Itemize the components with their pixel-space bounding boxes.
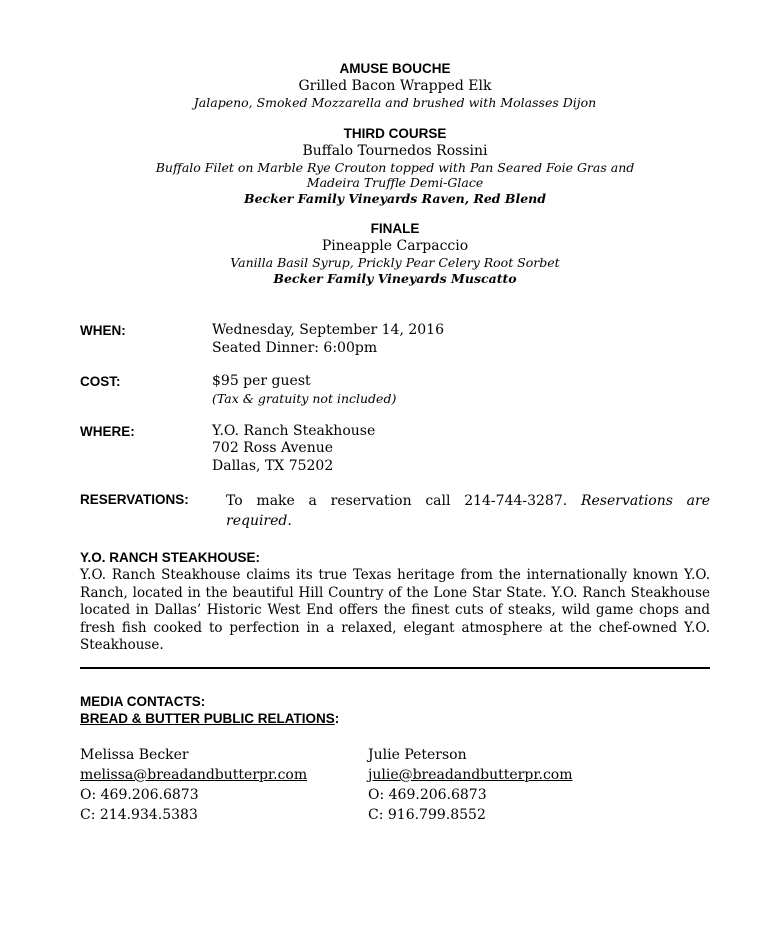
dish-description: Vanilla Basil Syrup, Prickly Pear Celery Root Sorbet bbox=[230, 255, 560, 270]
dish-name: Buffalo Tournedos Rossini bbox=[302, 142, 488, 159]
course-heading: THIRD COURSE bbox=[343, 125, 447, 141]
press-release-page bbox=[80, 60, 710, 825]
agency-colon: : bbox=[334, 711, 340, 726]
when-value bbox=[212, 322, 444, 357]
wine-pairing: Becker Family Vineyards Raven, Red Blend bbox=[244, 190, 546, 206]
contact-email-link[interactable]: melissa@breadandbutterpr.com bbox=[80, 766, 308, 783]
cost-label: COST: bbox=[80, 374, 121, 389]
contact-card bbox=[368, 745, 656, 825]
contact-email-link[interactable]: julie@breadandbutterpr.com bbox=[368, 766, 573, 783]
dish-description: Jalapeno, Smoked Mozzarella and brushed with Molasses Dijon bbox=[193, 95, 597, 110]
contact-name: Julie Peterson bbox=[368, 746, 467, 763]
contact-name: Melissa Becker bbox=[80, 746, 189, 763]
media-heading: MEDIA CONTACTS: bbox=[80, 693, 206, 709]
agency-heading bbox=[80, 710, 710, 728]
reservations-text: To make a reservation call 214-744-3287. bbox=[226, 493, 568, 509]
venue-street: 702 Ross Avenue bbox=[212, 440, 334, 456]
dish-name: Grilled Bacon Wrapped Elk bbox=[298, 78, 492, 94]
dish-description-line-2: Madeira Truffle Demi-Glace bbox=[306, 175, 484, 190]
section-divider bbox=[80, 667, 710, 669]
about-section bbox=[80, 549, 710, 655]
agency-name: BREAD & BUTTER PUBLIC RELATIONS bbox=[80, 711, 335, 726]
event-time: Seated Dinner: 6:00pm bbox=[212, 339, 378, 356]
reservations-row bbox=[80, 491, 710, 531]
venue-name: Y.O. Ranch Steakhouse bbox=[212, 422, 376, 439]
dish-name: Pineapple Carpaccio bbox=[321, 238, 469, 254]
reservations-value bbox=[226, 491, 710, 531]
cost-price: $95 per guest bbox=[212, 373, 311, 389]
when-row bbox=[80, 322, 710, 357]
course-heading: AMUSE BOUCHE bbox=[339, 61, 451, 76]
course-amuse-bouche bbox=[80, 60, 710, 111]
contact-card bbox=[80, 745, 368, 825]
menu-section bbox=[80, 60, 710, 286]
about-text: Y.O. Ranch Steakhouse claims its true Texas heritage from the internationally known Y.O. Ranch, located in the beautiful Hill Country of the Lone Star State. Y.O. Ranch Steakhouse located in Dallas’ Historic West End offers the finest cuts of steaks, wild game chops and fresh fish cooked to perfection in a relaxed, elegant atmosphere at the chef-owned Y.O. Steakhouse. bbox=[80, 567, 710, 653]
event-date: Wednesday, September 14, 2016 bbox=[212, 322, 444, 338]
reservations-required: Reservations are required. bbox=[226, 493, 710, 529]
when-label: WHEN: bbox=[80, 323, 126, 338]
where-label: WHERE: bbox=[80, 423, 135, 439]
reservations-label: RESERVATIONS: bbox=[80, 492, 189, 507]
contact-office-phone: O: 469.206.6873 bbox=[80, 786, 199, 803]
contact-office-phone: O: 469.206.6873 bbox=[368, 786, 487, 803]
about-heading: Y.O. RANCH STEAKHOUSE: bbox=[80, 550, 261, 565]
where-row bbox=[80, 423, 710, 476]
event-details bbox=[80, 322, 710, 531]
course-finale bbox=[80, 220, 710, 286]
dish-description: Buffalo Filet on Marble Rye Crouton topped with Pan Seared Foie Gras and bbox=[155, 159, 635, 175]
wine-pairing: Becker Family Vineyards Muscatto bbox=[273, 270, 517, 286]
cost-value bbox=[212, 373, 396, 407]
course-heading: FINALE bbox=[370, 221, 420, 236]
contact-cell-phone: C: 916.799.8552 bbox=[368, 806, 486, 823]
cost-note: (Tax & gratuity not included) bbox=[212, 390, 397, 406]
media-contacts-section bbox=[80, 693, 710, 825]
where-value bbox=[212, 423, 375, 476]
venue-city: Dallas, TX 75202 bbox=[212, 457, 334, 474]
contact-cell-phone: C: 214.934.5383 bbox=[80, 806, 198, 823]
contact-list bbox=[80, 745, 710, 825]
cost-row bbox=[80, 373, 710, 407]
course-third-course bbox=[80, 125, 710, 207]
